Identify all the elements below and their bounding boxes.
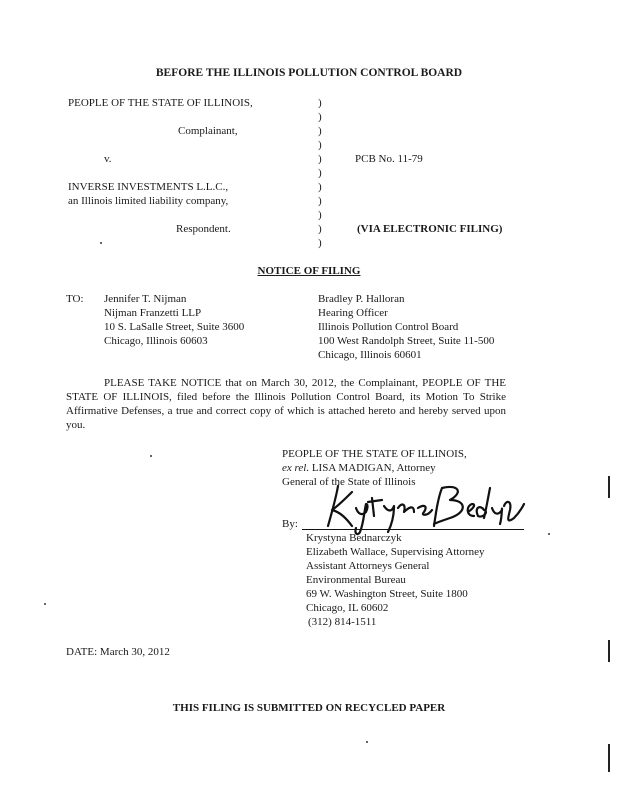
to-label: TO: <box>66 293 84 305</box>
caption-party-complainant: PEOPLE OF THE STATE OF ILLINOIS, <box>68 97 253 109</box>
recipient-city: Chicago, Illinois 60601 <box>318 349 422 361</box>
handwritten-signature <box>318 478 528 538</box>
recipient-title: Hearing Officer <box>318 307 388 319</box>
recipient-street: 100 West Randolph Street, Suite 11-500 <box>318 335 495 347</box>
caption-paren: ) <box>318 209 322 221</box>
recipient-name: Bradley P. Halloran <box>318 293 405 305</box>
caption-paren: ) <box>318 223 322 235</box>
sig-ex-rel: ex rel. <box>282 462 310 474</box>
caption-paren: ) <box>318 153 322 165</box>
caption-paren: ) <box>318 167 322 179</box>
caption-paren: ) <box>318 97 322 109</box>
signer-city: Chicago, IL 60602 <box>306 602 389 614</box>
case-number: PCB No. 11-79 <box>355 153 423 165</box>
by-label: By: <box>282 518 298 530</box>
caption-paren: ) <box>318 139 322 151</box>
recycled-paper-footer: THIS FILING IS SUBMITTED ON RECYCLED PAPER <box>172 702 446 714</box>
scan-artifact-bar <box>608 476 610 498</box>
sig-attorney-name: LISA MADIGAN, Attorney <box>311 462 436 474</box>
scan-artifact-dot <box>548 533 550 535</box>
scan-artifact-bar <box>608 744 610 772</box>
notice-title: NOTICE OF FILING <box>257 265 361 277</box>
sig-general: General of the State of Illinois <box>282 476 416 488</box>
recipient-org: Illinois Pollution Control Board <box>318 321 459 333</box>
signer-phone: (312) 814-1511 <box>308 616 377 628</box>
caption-role-respondent: Respondent. <box>176 223 231 235</box>
signer-primary: Krystyna Bednarczyk <box>306 532 402 544</box>
scan-artifact-bar <box>608 640 610 662</box>
recipient-street: 10 S. LaSalle Street, Suite 3600 <box>104 321 245 333</box>
scan-artifact-dot <box>44 603 46 605</box>
scan-artifact-dot <box>150 455 152 457</box>
signer-title: Assistant Attorneys General <box>306 560 430 572</box>
caption-paren: ) <box>318 181 322 193</box>
caption-respondent-description: an Illinois limited liability company, <box>68 195 229 207</box>
recipient-city: Chicago, Illinois 60603 <box>104 335 208 347</box>
caption-paren: ) <box>318 125 322 137</box>
signer-street: 69 W. Washington Street, Suite 1800 <box>306 588 468 600</box>
document-heading: BEFORE THE ILLINOIS POLLUTION CONTROL BOARD <box>155 67 463 79</box>
sig-party: PEOPLE OF THE STATE OF ILLINOIS, <box>282 448 467 460</box>
recipient-name: Jennifer T. Nijman <box>104 293 187 305</box>
recipient-firm: Nijman Franzetti LLP <box>104 307 202 319</box>
signer-secondary: Elizabeth Wallace, Supervising Attorney <box>306 546 485 558</box>
caption-role-complainant: Complainant, <box>178 125 238 137</box>
scan-artifact-dot <box>100 242 102 244</box>
caption-paren: ) <box>318 111 322 123</box>
filing-method: (VIA ELECTRONIC FILING) <box>357 223 503 235</box>
date-line: DATE: March 30, 2012 <box>66 646 170 658</box>
caption-party-respondent: INVERSE INVESTMENTS L.L.C., <box>68 181 229 193</box>
caption-paren: ) <box>318 195 322 207</box>
sig-attorney-line <box>282 461 436 475</box>
scan-artifact-dot <box>366 741 368 743</box>
caption-versus: v. <box>104 153 112 165</box>
notice-body-paragraph: PLEASE TAKE NOTICE that on March 30, 2012, the Complainant, PEOPLE OF THE STATE OF ILLINOIS, filed before the Illinois Pollution Control Board, its Motion To Strike Affirmative Defenses, a true and correct copy of which is attached hereto and hereby served upon you. <box>66 377 506 431</box>
caption-paren: ) <box>318 237 322 249</box>
signer-bureau: Environmental Bureau <box>306 574 406 586</box>
